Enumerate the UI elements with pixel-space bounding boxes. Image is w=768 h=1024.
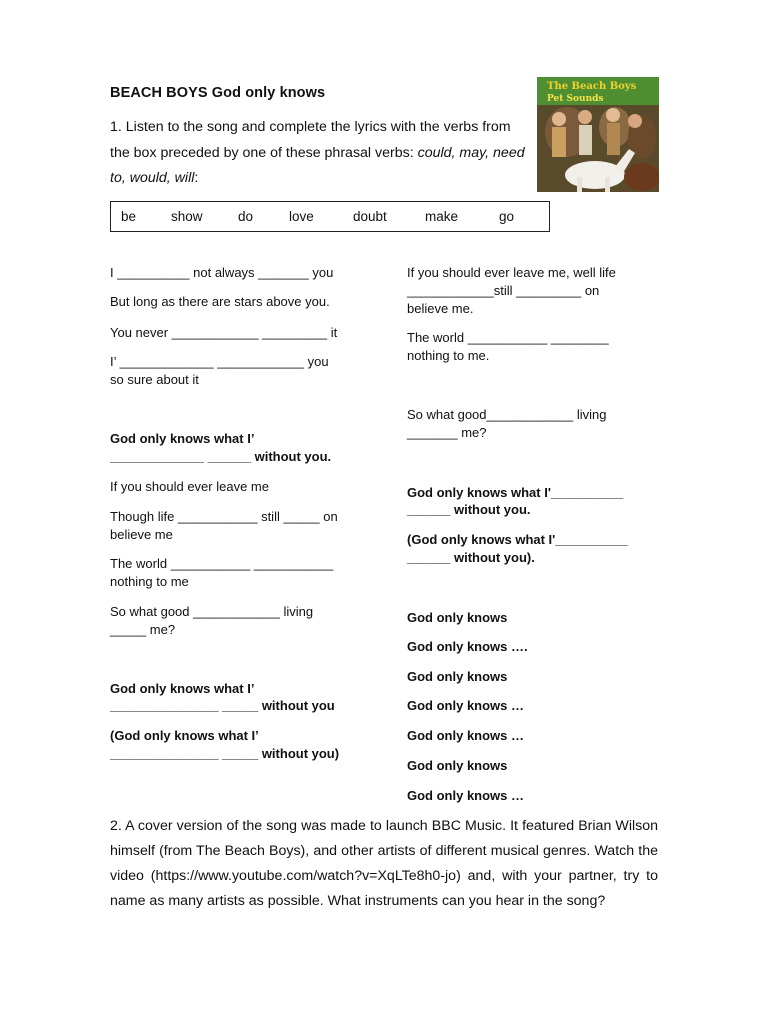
chorus-line: God only knows …. [407,639,528,654]
chorus-line: _______________ _____ without you) [110,746,340,761]
phrasal-verbs: could, may, need to, would, will [110,144,525,186]
word-box-item: doubt [353,209,387,224]
chorus-line: God only knows … [407,728,525,743]
lyric-line: You never ____________ _________ it [110,325,338,340]
lyric-line: But long as there are stars above you. [110,294,330,309]
lyric-line: If you should ever leave me [110,479,269,494]
chorus-line: ______ without you). [407,550,535,565]
lyric-line: Though life ___________ still _____ on [110,509,338,524]
lyric-line: nothing to me [110,574,189,589]
lyric-line: _______ me? [407,425,487,440]
worksheet-title: BEACH BOYS God only knows [110,85,326,101]
chorus-line: God only knows … [407,788,525,803]
word-box-item: go [499,209,515,224]
exercise-2-text: 2. A cover version of the song was made to launch BBC Music. It featured Brian Wilson himself (from The Beach Boys), and other artists of different musical genres. Watch the video (https://www.youtube.com/watch?v=XqLTe8h0-jo) and, with your partner, try to name as many artists as possible. What instruments can you hear in the song? [110,818,658,909]
chorus-line: (God only knows what I'__________ [407,532,628,547]
word-box-item: be [121,209,137,224]
lyric-line: ____________still _________ on [407,283,600,298]
lyric-line: believe me. [407,301,474,316]
lyric-line: So what good ____________ living [110,604,314,619]
word-box-item: do [238,209,254,224]
chorus-line: _______________ _____ without you [110,698,335,713]
lyric-line: believe me [110,527,173,542]
chorus-line: _____________ ______ without you. [110,449,332,464]
lyric-line: The world ___________ ________ [407,330,609,345]
chorus-line: God only knows what I'__________ [407,485,624,500]
word-box-item: make [425,209,459,224]
lyric-line: So what good____________ living [407,407,607,422]
chorus-line: God only knows [407,758,508,773]
chorus-line: God only knows [407,669,508,684]
lyric-line: I’ _____________ ____________ you [110,354,329,369]
chorus-line: God only knows [407,610,508,625]
lyric-line: so sure about it [110,372,199,387]
instruction-end: : [194,170,199,186]
lyric-line: I __________ not always _______ you [110,265,334,280]
chorus-line: God only knows what I’ [110,431,255,446]
chorus-line: ______ without you. [407,502,531,517]
word-box-item: show [171,209,203,224]
album-title-text: Pet Sounds [547,94,604,104]
chorus-line: (God only knows what I’ [110,728,259,743]
chorus-line: God only knows what I’ [110,681,255,696]
word-box-item: love [289,209,314,224]
lyric-line: nothing to me. [407,348,490,363]
lyric-line: The world ___________ ___________ [110,556,334,571]
chorus-line: God only knows … [407,698,525,713]
lyric-line: _____ me? [110,622,176,637]
album-brand-text: The Beach Boys [547,81,637,92]
instruction-text: 1. Listen to the song and complete the lyrics with the verbs from the box preceded by one of these phrasal verbs: [110,119,511,161]
lyric-line: If you should ever leave me, well life [407,265,616,280]
